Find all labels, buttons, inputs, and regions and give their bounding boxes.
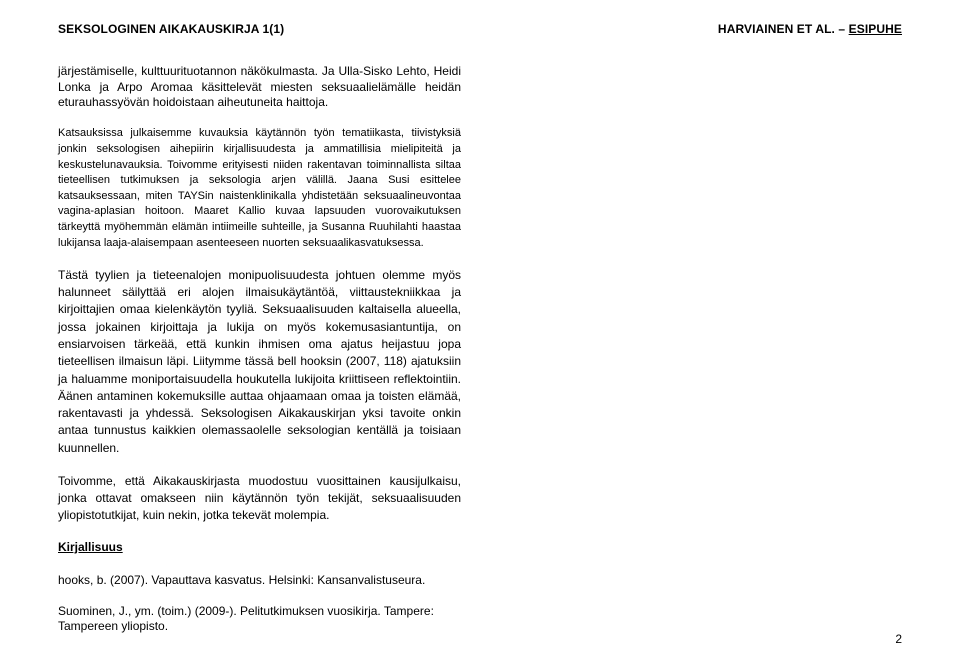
journal-title: SEKSOLOGINEN AIKAKAUSKIRJA 1(1) [58, 22, 285, 36]
reference-item: Suominen, J., ym. (toim.) (2009-). Pelitutkimuksen vuosikirja. Tampere: Tampereen yliopisto. [58, 603, 434, 634]
article-body [58, 64, 461, 635]
header-section: ESIPUHE [848, 22, 902, 36]
paragraph-4: Toivomme, että Aikakauskirjasta muodostuu vuosittainen kausijulkaisu, jonka ottavat omakseen niin käytännön työn tekijät, seksuaalisuuden yliopistotutkijat, kuin nekin, jotka tekevät molempia. [58, 473, 461, 523]
paragraph-3: Tästä tyylien ja tieteenalojen monipuolisuudesta johtuen olemme myös halunneet säilyttää eri alojen ilmaisukäytäntöä, viittaustekniikkaa ja kirjoittajien omaa kielenkäytön tyyliä. Seksuaalisuuden kaltaisella alueella, jossa jokainen kirjoittaja ja lukija on myös kokemusasiantuntija, on ensiarvoisen tärkeää, että kunkin ihmisen oma ajatus heijastuu jopa tieteellisen ilmaisun läpi. Liitymme tässä bell hooksin (2007, 118) ajatuksiin ja haluamme moniportaisuudella houkutella lukijoita kriittiseen reflektointiin. Äänen antaminen kokemuksille auttaa ohjaamaan omaa ja toisten elämää, rakentavasti ja yhdessä. Seksologisen Aikakauskirjan yksi tavoite onkin antaa tunnustus kaikkien olemassaolelle seksologian kentällä ja toisiaan kuunnellen. [58, 267, 461, 455]
running-header [718, 22, 902, 36]
references-heading: Kirjallisuus [58, 540, 123, 555]
header-authors: HARVIAINEN ET AL. – [717, 22, 849, 36]
reference-item: hooks, b. (2007). Vapauttava kasvatus. Helsinki: Kansanvalistuseura. [58, 572, 426, 587]
page-number: 2 [895, 632, 902, 646]
paragraph-2: Katsauksissa julkaisemme kuvauksia käytännön työn tematiikasta, tiivistyksiä jonkin seksologisen aihepiirin kirjallisuudesta ja ammatillisia mielipiteitä ja keskustelunavauksia. Toivomme erityisesti niiden rakentavan toiminnallista siltaa tieteellisen tutkimuksen ja seksologia arjen välillä. Jaana Susi esittelee katsauksessaan, miten TAYSin naistenklinikalla yhdistetään seksuaalineuvontaa vagina-aplasian hoitoon. Maaret Kallio kuvaa lapsuuden vuorovaikutuksen tärkeyttä myöhemmän elämän intiimeille suhteille, ja Susanna Ruuhilahti haastaa lukijansa laaja-alaisempaan asenteeseen nuorten seksuaalikasvatuksessa. [58, 127, 461, 249]
paragraph-1: järjestämiselle, kulttuurituotannon näkökulmasta. Ja Ulla-Sisko Lehto, Heidi Lonka ja Arpo Aromaa käsittelevät miesten seksuaalielämälle heidän eturauhassyövän hoidoistaan aiheutuneita haittoja. [58, 64, 461, 110]
